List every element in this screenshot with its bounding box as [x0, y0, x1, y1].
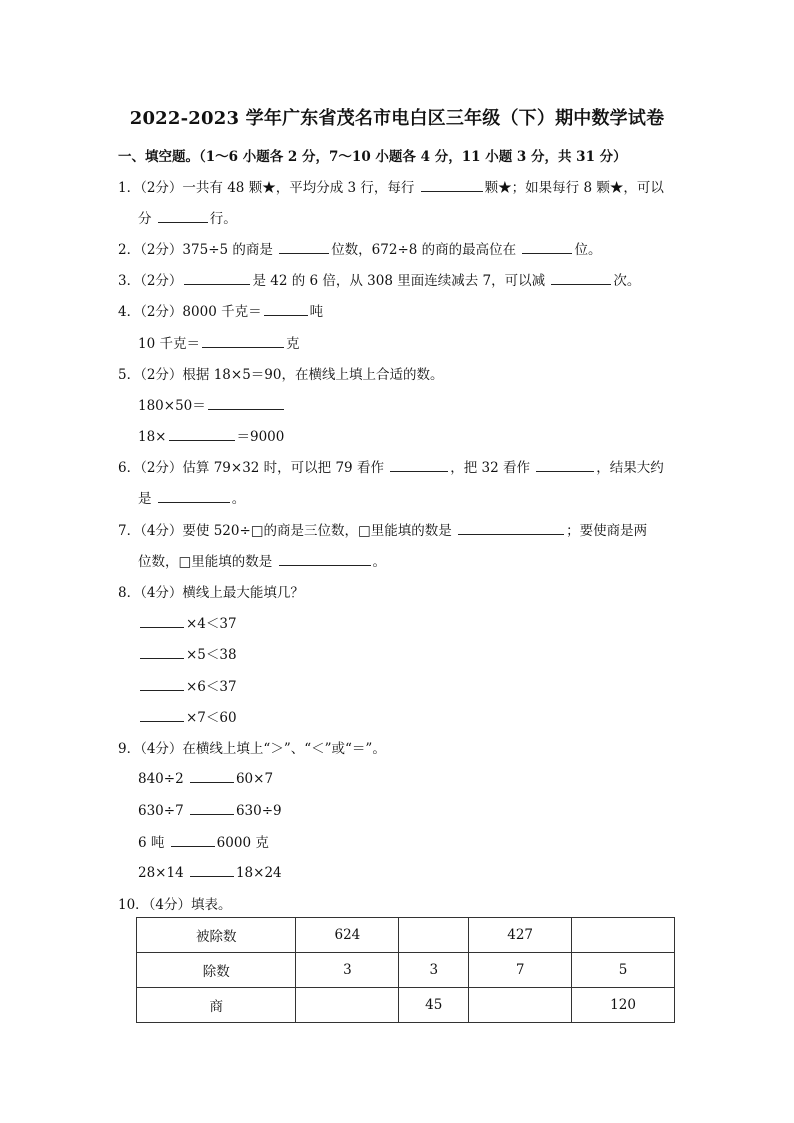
- answer-blank[interactable]: [522, 239, 572, 254]
- table-row: [137, 953, 675, 988]
- answer-blank[interactable]: [536, 457, 594, 472]
- question-9: 9．（4分）在横线上填上“＞”、“＜”或“＝”。: [118, 741, 386, 757]
- question-8-row: ×6＜37: [138, 675, 237, 695]
- table-cell: 3: [399, 953, 469, 988]
- answer-blank[interactable]: [184, 270, 250, 285]
- table-cell: 3: [296, 953, 399, 988]
- answer-blank[interactable]: [140, 613, 184, 628]
- table-cell: 5: [572, 953, 675, 988]
- answer-blank[interactable]: [158, 208, 208, 223]
- answer-blank[interactable]: [190, 862, 234, 877]
- table-cell: 120: [572, 988, 675, 1023]
- question-6: 6．（2分）估算 79×32 时，可以把 79 看作 ，把 32 看作 ，结果大约: [118, 456, 664, 476]
- table-cell[interactable]: [399, 918, 469, 953]
- table-cell[interactable]: [469, 988, 572, 1023]
- page-title: 2022-2023 学年广东省茂名市电白区三年级（下）期中数学试卷: [129, 108, 665, 129]
- question-5-line3: 18× ＝9000: [138, 425, 284, 445]
- table-cell: 商: [137, 988, 296, 1023]
- question-8: 8．（4分）横线上最大能填几？: [118, 585, 304, 601]
- answer-blank[interactable]: [551, 270, 611, 285]
- question-10: 10．（4分）填表。: [118, 897, 232, 913]
- question-6-cont: 是 。: [138, 487, 245, 507]
- question-3: 3．（2分） 是 42 的 6 倍，从 308 里面连续减去 7，可以减 次。: [118, 269, 640, 289]
- answer-blank[interactable]: [208, 395, 284, 410]
- answer-blank[interactable]: [140, 644, 184, 659]
- question-9-row: 28×14 18×24: [138, 862, 282, 881]
- table-cell: 427: [469, 918, 572, 953]
- fill-table: [136, 917, 675, 1023]
- question-8-row: ×7＜60: [138, 706, 237, 726]
- question-7-cont: 位数，□里能填的数是 。: [138, 550, 386, 570]
- table-cell[interactable]: [572, 918, 675, 953]
- table-cell[interactable]: [296, 988, 399, 1023]
- answer-blank[interactable]: [279, 239, 329, 254]
- table-cell: 45: [399, 988, 469, 1023]
- question-9-row: 630÷7 630÷9: [138, 800, 282, 819]
- answer-blank[interactable]: [279, 551, 371, 566]
- question-7: 7．（4分）要使 520÷□的商是三位数，□里能填的数是 ；要使商是两: [118, 519, 647, 539]
- question-8-row: ×4＜37: [138, 612, 237, 632]
- answer-blank[interactable]: [190, 768, 234, 783]
- question-4: 4．（2分）8000 千克＝ 吨: [118, 300, 323, 320]
- answer-blank[interactable]: [140, 707, 184, 722]
- answer-blank[interactable]: [140, 676, 184, 691]
- table-cell: 除数: [137, 953, 296, 988]
- answer-blank[interactable]: [202, 333, 284, 348]
- table-cell: 被除数: [137, 918, 296, 953]
- question-1: 1．（2分）一共有 48 颗★，平均分成 3 行，每行 颗★；如果每行 8 颗★，可以: [118, 176, 664, 196]
- question-9-row: 840÷2 60×7: [138, 768, 273, 787]
- table-cell: 624: [296, 918, 399, 953]
- question-5-line2: 180×50＝: [138, 394, 286, 414]
- answer-blank[interactable]: [171, 832, 215, 847]
- question-4-line2: 10 千克＝ 克: [138, 332, 299, 352]
- question-1-cont: 分 行。: [138, 207, 237, 227]
- section-heading: 一、填空题。（1～6 小题各 2 分，7～10 小题各 4 分，11 小题 3 分，共 31 分）: [118, 149, 627, 165]
- question-8-row: ×5＜38: [138, 643, 237, 663]
- answer-blank[interactable]: [390, 457, 448, 472]
- answer-blank[interactable]: [458, 520, 564, 535]
- answer-blank[interactable]: [169, 426, 235, 441]
- table-row: [137, 918, 675, 953]
- answer-blank[interactable]: [190, 800, 234, 815]
- question-9-row: 6 吨 6000 克: [138, 831, 269, 851]
- question-5: 5．（2分）根据 18×5＝90，在横线上填上合适的数。: [118, 367, 444, 383]
- answer-blank[interactable]: [264, 301, 308, 316]
- question-2: 2．（2分）375÷5 的商是 位数，672÷8 的商的最高位在 位。: [118, 238, 601, 258]
- table-cell: 7: [469, 953, 572, 988]
- answer-blank[interactable]: [158, 488, 230, 503]
- table-row: [137, 988, 675, 1023]
- answer-blank[interactable]: [421, 177, 483, 192]
